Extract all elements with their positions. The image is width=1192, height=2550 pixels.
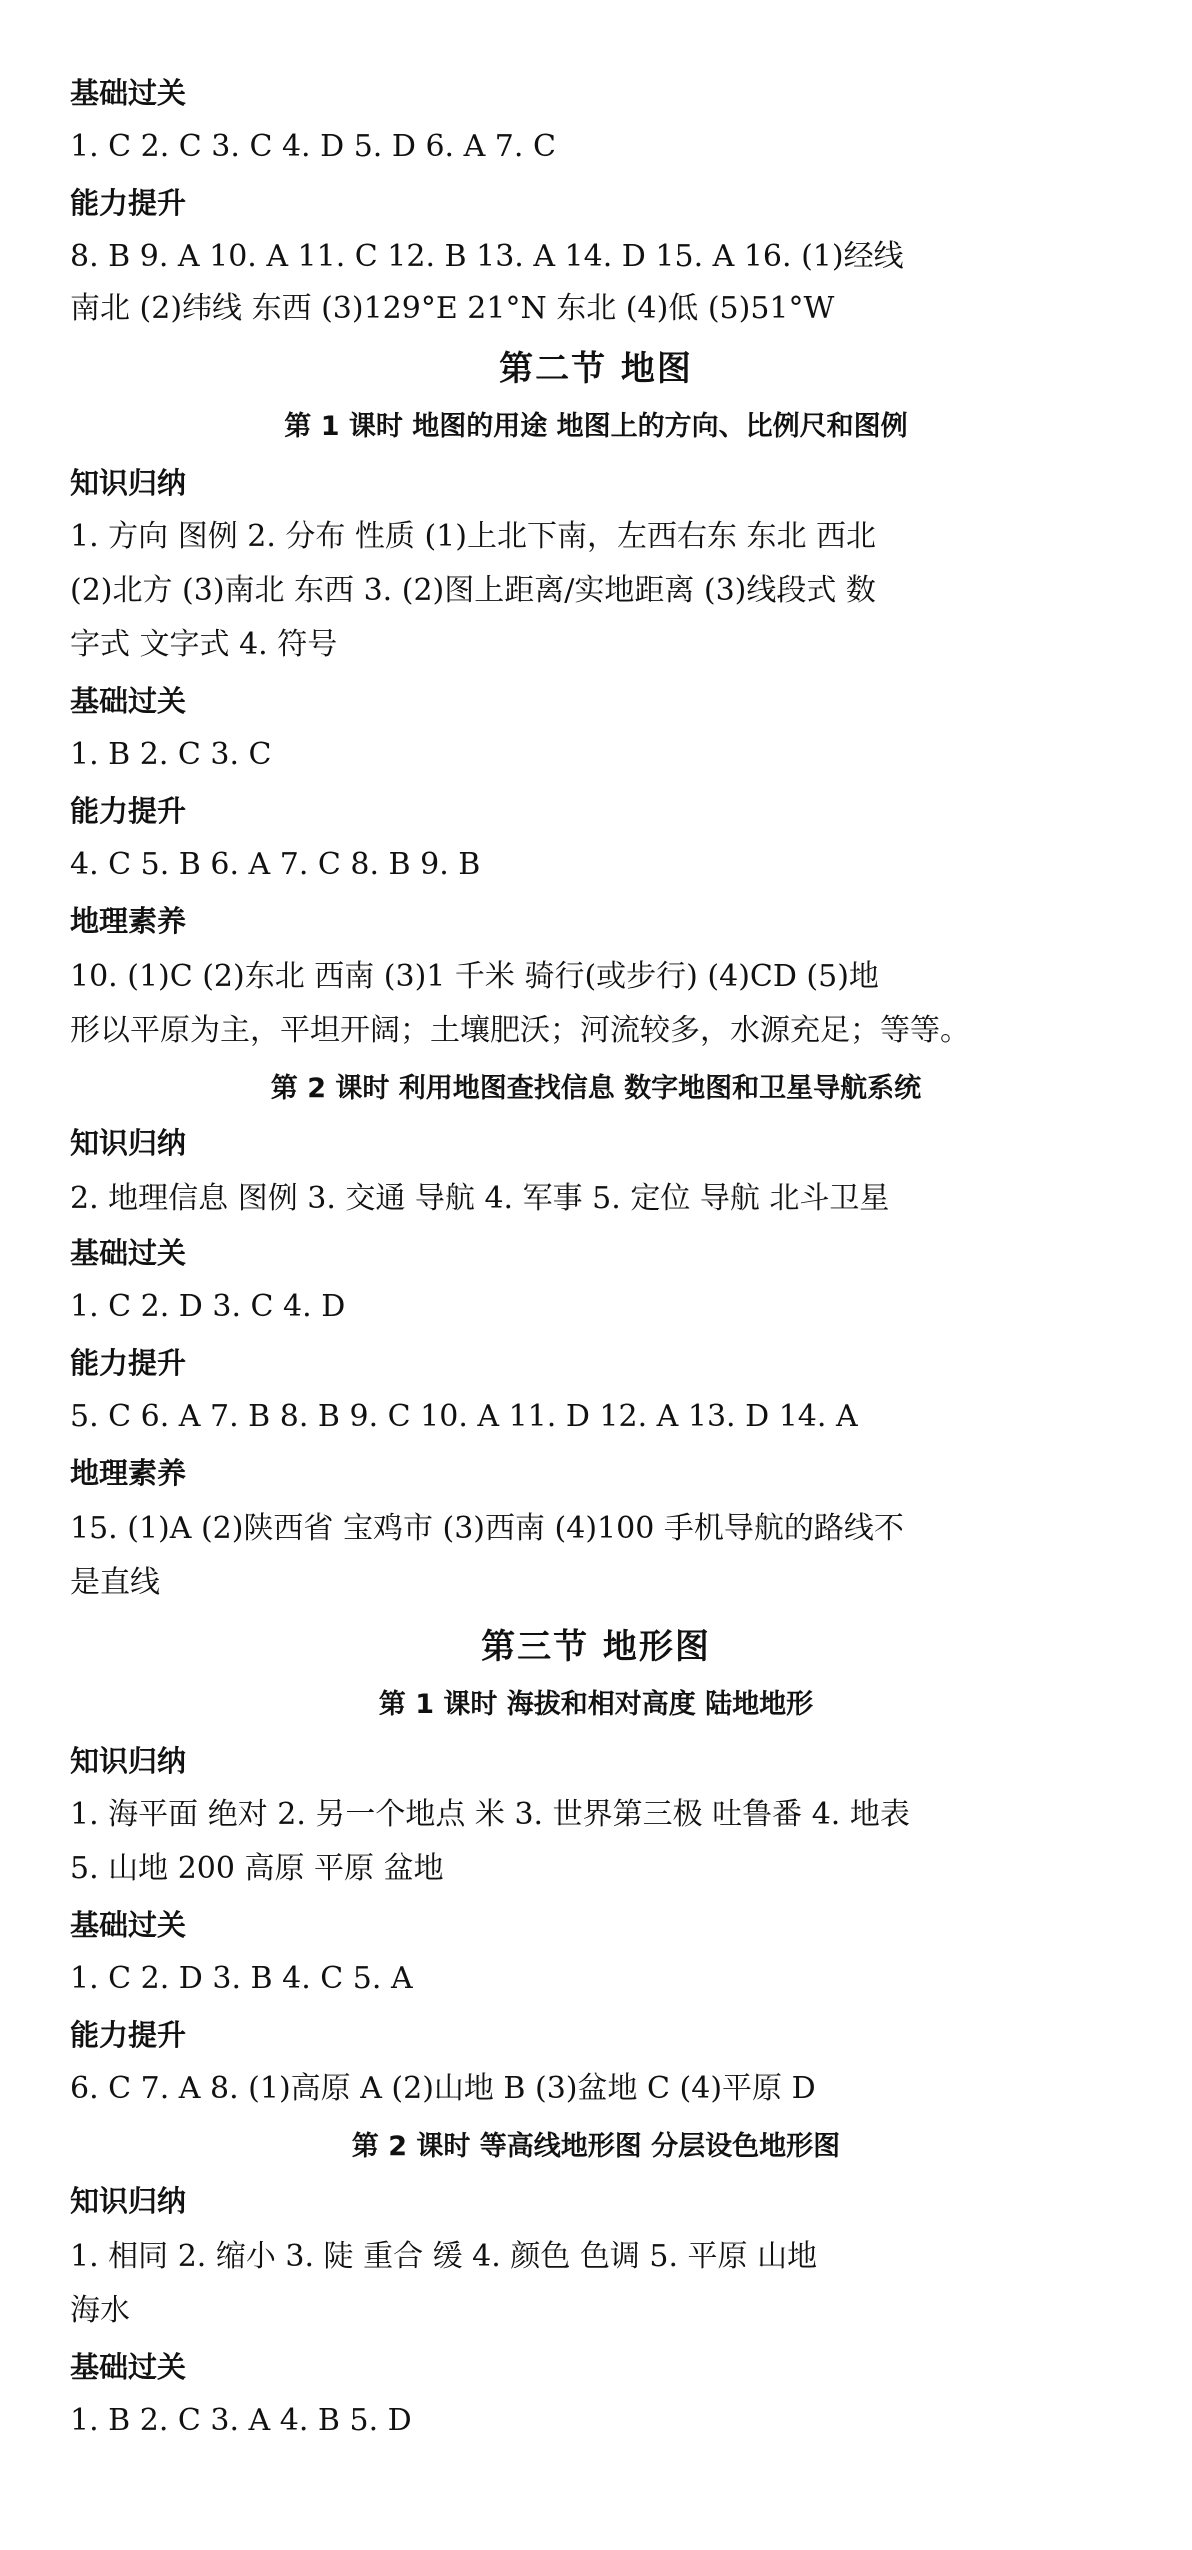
answer-line: (2)北方 (3)南北 东西 3. (2)图上距离/实地距离 (3)线段式 数 xyxy=(70,573,876,608)
lesson-title: 第 2 课时 等高线地形图 分层设色地形图 xyxy=(351,2131,841,2162)
heading-ability: 能力提升 xyxy=(70,1346,187,1380)
heading-literacy: 地理素养 xyxy=(70,1456,187,1490)
answer-line: 1. B 2. C 3. A 4. B 5. D xyxy=(70,2403,412,2438)
answer-line: 1. 海平面 绝对 2. 另一个地点 米 3. 世界第三极 吐鲁番 4. 地表 xyxy=(70,1797,910,1832)
answer-line: 6. C 7. A 8. (1)高原 A (2)山地 B (3)盆地 C (4)平原 D xyxy=(70,2071,816,2106)
heading-ability: 能力提升 xyxy=(70,2018,187,2052)
answer-line: 5. 山地 200 高原 平原 盆地 xyxy=(70,1851,444,1886)
answer-line: 10. (1)C (2)东北 西南 (3)1 千米 骑行(或步行) (4)CD (5)地 xyxy=(70,959,879,994)
answer-line: 1. C 2. C 3. C 4. D 5. D 6. A 7. C xyxy=(70,129,556,164)
heading-knowledge: 知识归纳 xyxy=(70,466,187,500)
answer-line: 形以平原为主，平坦开阔；土壤肥沃；河流较多，水源充足；等等。 xyxy=(70,1013,970,1048)
answer-line: 1. 相同 2. 缩小 3. 陡 重合 缓 4. 颜色 色调 5. 平原 山地 xyxy=(70,2239,818,2274)
heading-knowledge: 知识归纳 xyxy=(70,1744,187,1778)
answer-line: 4. C 5. B 6. A 7. C 8. B 9. B xyxy=(70,847,481,882)
heading-basic: 基础过关 xyxy=(70,76,187,110)
heading-ability: 能力提升 xyxy=(70,794,187,828)
heading-knowledge: 知识归纳 xyxy=(70,2184,187,2218)
answer-line: 8. B 9. A 10. A 11. C 12. B 13. A 14. D 15. A 16. (1)经线 xyxy=(70,239,904,274)
answer-line: 1. C 2. D 3. B 4. C 5. A xyxy=(70,1961,413,1996)
heading-basic: 基础过关 xyxy=(70,1908,187,1942)
heading-basic: 基础过关 xyxy=(70,684,187,718)
answer-line: 2. 地理信息 图例 3. 交通 导航 4. 军事 5. 定位 导航 北斗卫星 xyxy=(70,1181,890,1216)
heading-basic: 基础过关 xyxy=(70,2350,187,2384)
answer-line: 15. (1)A (2)陕西省 宝鸡市 (3)西南 (4)100 手机导航的路线不 xyxy=(70,1511,904,1546)
answer-line: 海水 xyxy=(70,2293,130,2328)
heading-literacy: 地理素养 xyxy=(70,904,187,938)
heading-basic: 基础过关 xyxy=(70,1236,187,1270)
section-title: 第三节 地形图 xyxy=(481,1627,711,1667)
section-title: 第二节 地图 xyxy=(499,349,693,389)
heading-ability: 能力提升 xyxy=(70,186,187,220)
answer-line: 字式 文字式 4. 符号 xyxy=(70,627,338,662)
lesson-title: 第 2 课时 利用地图查找信息 数字地图和卫星导航系统 xyxy=(270,1073,922,1104)
lesson-title: 第 1 课时 海拔和相对高度 陆地地形 xyxy=(378,1689,814,1720)
answer-line: 南北 (2)纬线 东西 (3)129°E 21°N 东北 (4)低 (5)51°W xyxy=(70,291,835,326)
answer-line: 1. C 2. D 3. C 4. D xyxy=(70,1289,346,1324)
answer-line: 1. 方向 图例 2. 分布 性质 (1)上北下南，左西右东 东北 西北 xyxy=(70,519,877,554)
answer-line: 是直线 xyxy=(70,1565,160,1600)
lesson-title: 第 1 课时 地图的用途 地图上的方向、比例尺和图例 xyxy=(284,411,908,442)
heading-knowledge: 知识归纳 xyxy=(70,1126,187,1160)
answer-line: 1. B 2. C 3. C xyxy=(70,737,272,772)
answer-line: 5. C 6. A 7. B 8. B 9. C 10. A 11. D 12. A 13. D 14. A xyxy=(70,1399,858,1434)
